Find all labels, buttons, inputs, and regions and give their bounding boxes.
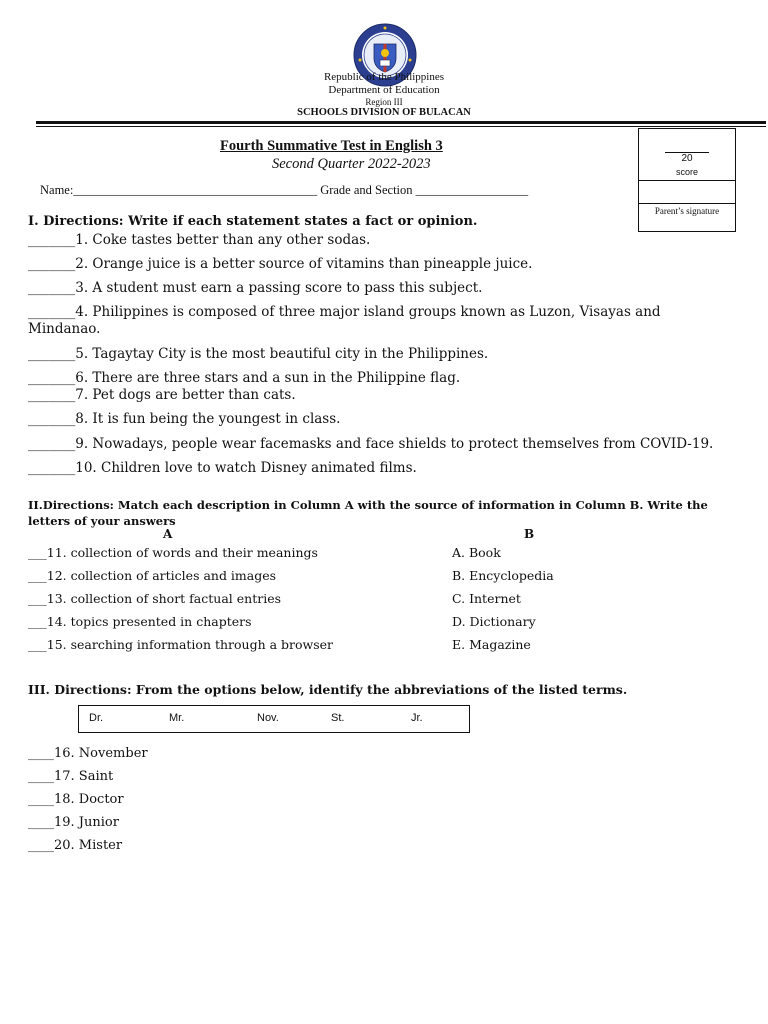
score-box (638, 128, 736, 232)
column-b-header: B (524, 527, 535, 541)
section3-item[interactable]: ____20. Mister (28, 838, 123, 853)
abbreviation-option: Mr. (169, 712, 185, 724)
section2-item[interactable]: ___13. collection of short factual entries (28, 591, 282, 606)
section1-item[interactable]: _______5. Tagaytay City is the most beautiful city in the Philippines. (28, 346, 489, 362)
abbreviation-option: St. (331, 712, 345, 724)
parent-signature-label: Parent’s signature (654, 206, 720, 216)
abbreviation-options-box (78, 705, 470, 733)
test-title: Fourth Summative Test in English 3 (220, 138, 443, 154)
section2-option: A. Book (452, 545, 501, 560)
section2-option: D. Dictionary (452, 614, 536, 629)
section1-item[interactable]: _______10. Children love to watch Disney animated films. (28, 460, 417, 476)
score-label: score (675, 167, 698, 177)
section1-item[interactable]: _______7. Pet dogs are better than cats. (28, 387, 296, 403)
section3-directions: III. Directions: From the options below, identify the abbreviations of the listed terms. (28, 682, 628, 697)
section1-item[interactable]: _______6. There are three stars and a sun in the Philippine flag. (28, 370, 461, 386)
header-divider-thick (36, 121, 766, 124)
section1-directions: I. Directions: Write if each statement states a fact or opinion. (28, 214, 478, 229)
section2-item[interactable]: ___14. topics presented in chapters (28, 614, 252, 629)
section1-item[interactable]: _______4. Philippines is composed of three major island groups known as Luzon, Visayas and (28, 304, 661, 320)
section3-item[interactable]: ____16. November (28, 746, 148, 761)
section1-item[interactable]: _______9. Nowadays, people wear facemasks and face shields to protect themselves from COVID-19. (28, 436, 714, 452)
section2-option: C. Internet (452, 591, 521, 606)
section3-item[interactable]: ____19. Junior (28, 815, 119, 830)
section2-item[interactable]: ___12. collection of articles and images (28, 568, 277, 583)
section1-item[interactable]: _______3. A student must earn a passing score to pass this subject. (28, 280, 483, 296)
name-grade-section-line[interactable]: Name:_______________________________________ Grade and Section __________________ (40, 183, 529, 197)
section2-directions: II.Directions: Match each description in Column A with the source of information in Column B. Write the letters of your answers (28, 498, 708, 528)
section3-item[interactable]: ____17. Saint (28, 769, 114, 784)
header-division: SCHOOLS DIVISION OF BULACAN (297, 107, 471, 118)
section2-item[interactable]: ___15. searching information through a browser (28, 637, 334, 652)
abbreviation-option: Jr. (411, 712, 423, 724)
header-divider-thin (36, 126, 766, 127)
score-box-divider (639, 203, 735, 204)
section1-item[interactable]: _______8. It is fun being the youngest in class. (28, 411, 341, 427)
section1-item[interactable]: _______1. Coke tastes better than any other sodas. (28, 232, 371, 248)
section1-item[interactable]: _______2. Orange juice is a better source of vitamins than pineapple juice. (28, 256, 533, 272)
section2-option: E. Magazine (452, 637, 531, 652)
section2-option: B. Encyclopedia (452, 568, 554, 583)
section1-item-continuation: Mindanao. (28, 321, 101, 337)
section2-item[interactable]: ___11. collection of words and their meanings (28, 545, 318, 560)
abbreviation-option: Dr. (89, 712, 104, 724)
column-a-header: A (163, 527, 173, 541)
test-subtitle: Second Quarter 2022-2023 (272, 156, 431, 172)
header-region: Region III (365, 97, 403, 107)
header-department: Department of Education (328, 84, 440, 96)
header-republic: Republic of the Philippines (323, 71, 445, 83)
section3-item[interactable]: ____18. Doctor (28, 792, 124, 807)
abbreviation-option: Nov. (257, 712, 279, 724)
score-box-divider (639, 180, 735, 181)
score-total: 20 (681, 153, 693, 164)
